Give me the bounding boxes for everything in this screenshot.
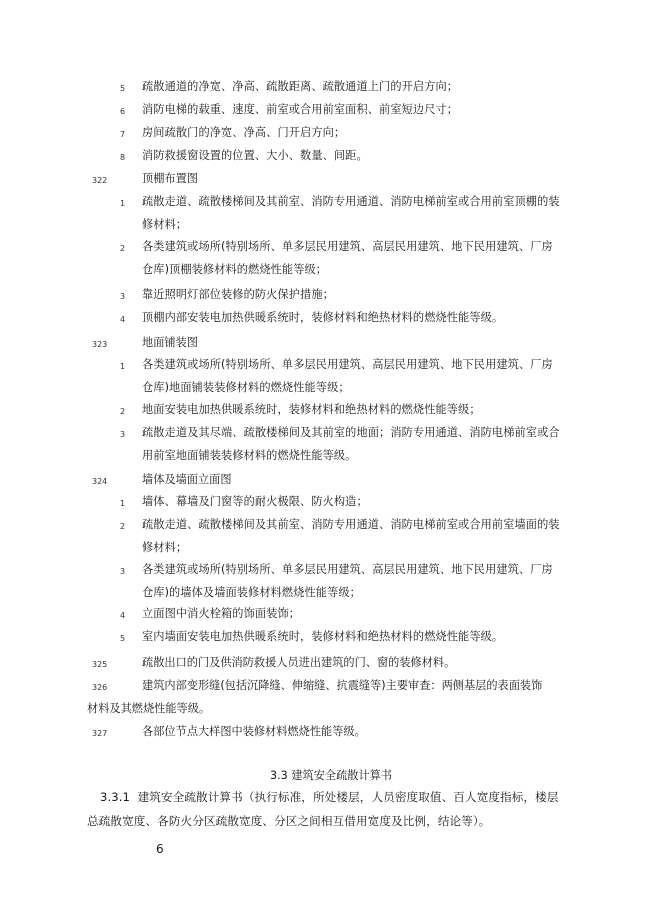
section-heading-line: 建筑内部变形缝(包括沉降缝、伸缩缝、抗震缝等)主要审查：两侧基层的表面装饰: [142, 679, 543, 692]
item-text-line: 仓库)地面铺装装修材料的燃烧性能等级；: [142, 381, 350, 394]
item-text-line: 消防救援窗设置的位置、大小、数量、间距。: [142, 149, 368, 162]
item-number: 3: [120, 430, 126, 439]
item-number: 3: [120, 567, 126, 576]
item-text-line: 房间疏散门的净宽、净高、门开启方向；: [142, 126, 346, 139]
item-number: 4: [120, 611, 126, 620]
section-number: 322: [92, 176, 108, 185]
section-number: 327: [92, 729, 108, 738]
section-heading-line: 材料及其燃烧性能等级。: [87, 702, 211, 715]
item-text-line: 墙体、幕墙及门窗等的耐火极限、防火构造；: [142, 495, 368, 508]
item-number: 7: [120, 130, 126, 139]
paragraph-text-1: 建筑安全疏散计算书（执行标准，所处楼层，人员密度取值、百人宽度指标，楼层: [137, 790, 559, 804]
section-number: 323: [92, 340, 108, 349]
item-number: 5: [120, 634, 126, 643]
section-heading-line: 各部位节点大样图中装修材料燃烧性能等级。: [142, 725, 366, 738]
paragraph-3-3-1-line2: 总疏散宽度、各防火分区疏散宽度、分区之间相互借用宽度及比例，结论等）。: [87, 814, 491, 828]
item-number: 1: [120, 499, 126, 508]
item-text-line: 立面图中消火栓箱的饰面装饰；: [142, 607, 301, 620]
paragraph-number: 3.3.1: [100, 790, 130, 804]
item-text-line: 室内墙面安装电加热供暖系统时，装修材料和绝热材料的燃烧性能等级。: [142, 630, 504, 643]
item-text-line: 各类建筑或场所(特别场所、单多层民用建筑、高层民用建筑、地下民用建筑、厂房: [142, 563, 553, 576]
item-text-line: 消防电梯的载重、速度、前室或合用前室面积、前室短边尺寸；: [142, 103, 459, 116]
item-text-line: 用前室地面铺装装修材料的燃烧性能等级。: [142, 449, 357, 462]
section-heading-line: 疏散出口的门及供消防救援人员进出建筑的门、窗的装修材料。: [142, 656, 456, 669]
item-text-line: 仓库)顶棚装修材料的燃烧性能等级；: [142, 263, 328, 276]
item-number: 1: [120, 362, 126, 371]
item-number: 1: [120, 199, 126, 208]
item-text-line: 疏散通道的净宽、净高、疏散距离、疏散通道上门的开启方向；: [142, 80, 459, 93]
item-text-line: 各类建筑或场所(特别场所、单多层民用建筑、高层民用建筑、地下民用建筑、厂房: [142, 240, 553, 253]
item-text-line: 修材料；: [142, 218, 188, 231]
section-number: 325: [92, 660, 108, 669]
item-text-line: 各类建筑或场所(特别场所、单多层民用建筑、高层民用建筑、地下民用建筑、厂房: [142, 358, 553, 371]
item-text-line: 修材料；: [142, 541, 188, 554]
item-number: 2: [120, 244, 126, 253]
paragraph-3-3-1-line1: [100, 790, 559, 804]
page-number: 6: [156, 842, 164, 856]
item-number: 4: [120, 315, 126, 324]
item-text-line: 仓库)的墙体及墙面装修材料燃烧性能等级；: [142, 586, 361, 599]
section-heading-line: 顶棚布置图: [142, 172, 198, 185]
item-text-line: 顶棚内部安装电加热供暖系统时，装修材料和绝热材料的燃烧性能等级。: [142, 311, 504, 324]
section-number: 326: [92, 683, 108, 692]
item-text-line: 疏散走道及其尽端、疏散楼梯间及其前室的地面；消防专用通道、消防电梯前室或合: [142, 426, 560, 439]
section-number: 324: [92, 477, 108, 486]
item-number: 2: [120, 407, 126, 416]
item-text-line: 地面安装电加热供暖系统时，装修材料和绝热材料的燃烧性能等级；: [142, 403, 481, 416]
section-title: 3.3 建筑安全疏散计算书: [269, 769, 393, 782]
section-heading-line: 墙体及墙面立面图: [142, 473, 232, 486]
item-number: 2: [120, 522, 126, 531]
section-heading-line: 地面铺装图: [142, 336, 198, 349]
item-number: 8: [120, 153, 126, 162]
item-text-line: 疏散走道、疏散楼梯间及其前室、消防专用通道、消防电梯前室或合用前室墙面的装: [142, 518, 560, 531]
item-number: 5: [120, 84, 126, 93]
item-text-line: 靠近照明灯部位装修的防火保护措施；: [142, 288, 334, 301]
item-number: 6: [120, 107, 126, 116]
item-number: 3: [120, 292, 126, 301]
item-text-line: 疏散走道、疏散楼梯间及其前室、消防专用通道、消防电梯前室或合用前室顶棚的装: [142, 195, 560, 208]
